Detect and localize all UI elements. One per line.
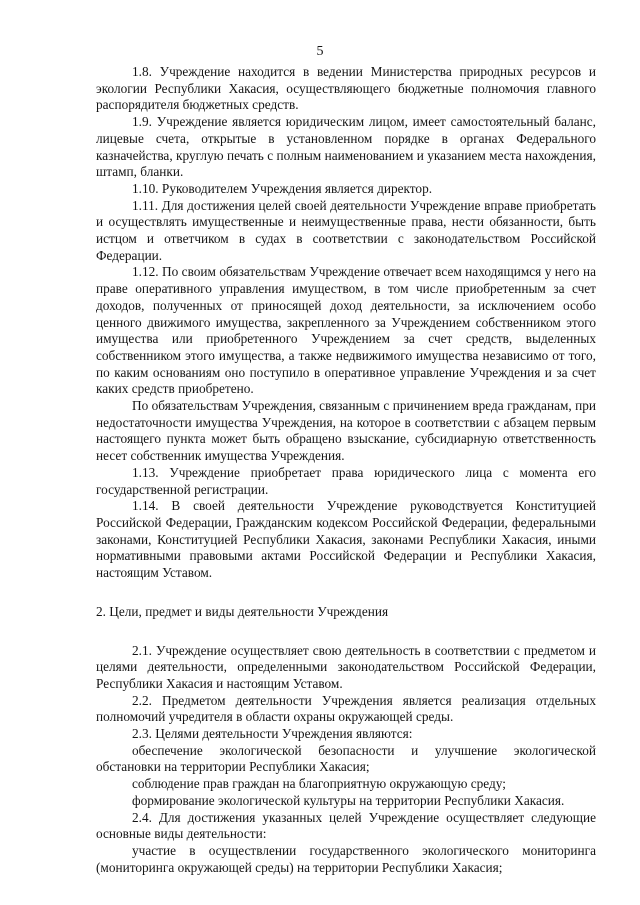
paragraph-1-10: 1.10. Руководителем Учреждения является директор. xyxy=(132,180,433,196)
list-item-goal-ecological-safety: обеспечение экологической безопасности и улучшение экологической обстановки на территории Республики Хакасия; xyxy=(96,742,596,775)
paragraph-1-9: 1.9. Учреждение является юридическим лицом, имеет самостоятельный баланс, лицевые счета, открытые в установленном порядке в органах Федерального казначейства, круглую печать с полным наименованием и указанием места нахождения, штамп, бланки. xyxy=(96,114,596,180)
paragraph-1-12: 1.12. По своим обязательствам Учреждение отвечает всем находящимся у него на праве оперативного управления имуществом, в том числе приобретенным за счет доходов, полученных от приносящей доход деятельности, за исключением особо ценного движимого имущества, закрепленного за Учреждением собственником этого имущества или приобретенного Учреждением за счет средств, выделенных собственником этого имущества, а также недвижимого имущества независимо от того, по каким основаниям оно поступило в оперативное управление Учреждения и за счет каких средств приобретено. xyxy=(96,264,596,397)
list-item-activity-monitoring: участие в осуществлении государственного экологического мониторинга (мониторинга окружающей среды) на территории Республики Хакасия; xyxy=(96,842,596,875)
list-item-goal-ecological-culture: формирование экологической культуры на территории Республики Хакасия. xyxy=(132,792,565,808)
paragraph-2-4: 2.4. Для достижения указанных целей Учреждение осуществляет следующие основные виды деятельности: xyxy=(96,809,596,842)
paragraph-1-14: 1.14. В своей деятельности Учреждение руководствуется Конституцией Российской Федерации, Гражданским кодексом Российской Федерации, федеральными законами, Конституцией Республики Хакасия, законами Республики Хакасия, иными нормативными правовыми актами Российской Федерации и Республики Хакасия, настоящим Уставом. xyxy=(96,498,596,581)
document-body xyxy=(96,64,596,876)
paragraph-1-13: 1.13. Учреждение приобретает права юридического лица с момента его государственной регистрации. xyxy=(96,464,596,497)
list-item-goal-citizen-rights: соблюдение прав граждан на благоприятную окружающую среду; xyxy=(132,776,506,792)
paragraph-2-1: 2.1. Учреждение осуществляет свою деятельность в соответствии с предметом и целями деятельности, определенными законодательством Российской Федерации, Республики Хакасия и настоящим Уставом. xyxy=(96,642,596,691)
page-number: 5 xyxy=(316,44,324,59)
section-heading: 2. Цели, предмет и виды деятельности Учреждения xyxy=(96,603,389,619)
paragraph-1-8: 1.8. Учреждение находится в ведении Министерства природных ресурсов и экологии Республики Хакасия, осуществляющего бюджетные полномочия главного распорядителя бюджетных средств. xyxy=(96,64,596,113)
paragraph-1-12-liability: По обязательствам Учреждения, связанным с причинением вреда гражданам, при недостаточности имущества Учреждения, на которое в соответствии с абзацем первым настоящего пункта может быть обращено взыскание, субсидиарную ответственность несет собственник имущества Учреждения. xyxy=(96,398,596,464)
paragraph-1-11: 1.11. Для достижения целей своей деятельности Учреждение вправе приобретать и осуществлять имущественные и неимущественные права, нести обязанности, быть истцом и ответчиком в судах в соответствии с законодательством Российской Федерации. xyxy=(96,197,596,263)
paragraph-2-3: 2.3. Целями деятельности Учреждения являются: xyxy=(132,726,413,742)
paragraph-2-2: 2.2. Предметом деятельности Учреждения является реализация отдельных полномочий учредителя в области охраны окружающей среды. xyxy=(96,692,596,725)
